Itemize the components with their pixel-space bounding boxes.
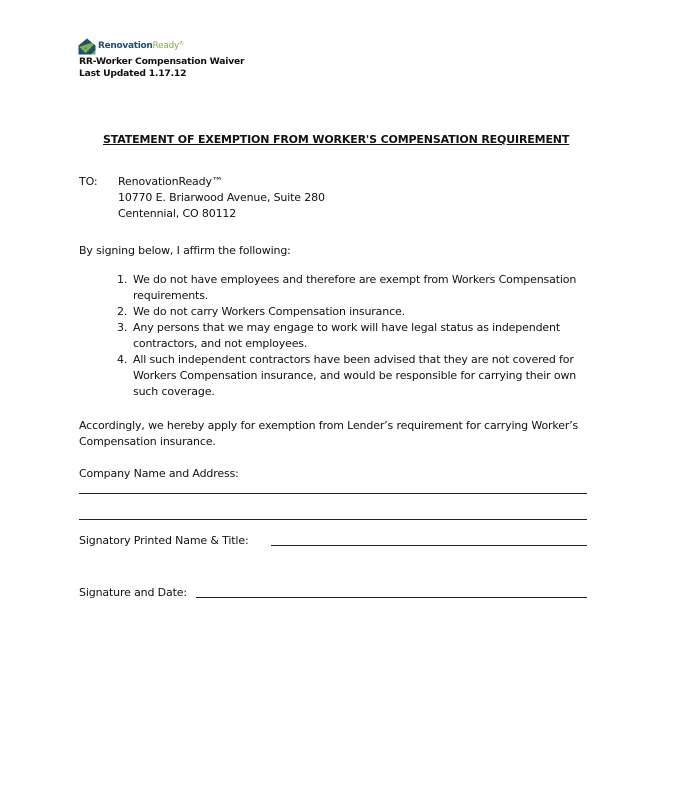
- signature-date-line[interactable]: [196, 597, 587, 598]
- page-title: STATEMENT OF EXEMPTION FROM WORKER'S COMPENSATION REQUIREMENT: [103, 133, 570, 146]
- to-label: TO:: [79, 175, 98, 188]
- affirmation-item: 4. All such independent contractors have been advised that they are not covered for Workers Compensation insurance, and would be responsible for carrying their own such coverage.: [117, 353, 577, 398]
- to-city-state-zip: Centennial, CO 80112: [118, 207, 237, 220]
- to-recipient-name: RenovationReady™: [118, 175, 223, 188]
- signature-date-label: Signature and Date:: [79, 586, 187, 599]
- company-name-line-1[interactable]: [79, 493, 587, 494]
- company-name-line-2[interactable]: [79, 519, 587, 520]
- to-street-address: 10770 E. Briarwood Avenue, Suite 280: [118, 191, 325, 204]
- affirmation-list: [117, 272, 587, 400]
- renovationready-logo: [78, 37, 184, 55]
- affirmation-item: 1. We do not have employees and therefore are exempt from Workers Compensation requirements.: [117, 273, 577, 302]
- affirmation-item: 2. We do not carry Workers Compensation insurance.: [117, 305, 405, 318]
- closing-paragraph: Accordingly, we hereby apply for exemption from Lender’s requirement for carrying Worker’s Compensation insurance.: [79, 419, 579, 448]
- house-check-icon: [78, 38, 96, 55]
- affirmation-item: 3. Any persons that we may engage to work will have legal status as independent contractors, and not employees.: [117, 321, 561, 350]
- signatory-line[interactable]: [271, 545, 587, 546]
- document-code: RR-Worker Compensation Waiver: [79, 56, 245, 67]
- logo-wordmark: RenovationReady®: [98, 40, 184, 51]
- company-name-label: Company Name and Address:: [79, 467, 239, 480]
- last-updated: Last Updated 1.17.12: [79, 68, 187, 79]
- affirm-intro: By signing below, I affirm the following:: [79, 244, 291, 257]
- signatory-label: Signatory Printed Name & Title:: [79, 534, 249, 547]
